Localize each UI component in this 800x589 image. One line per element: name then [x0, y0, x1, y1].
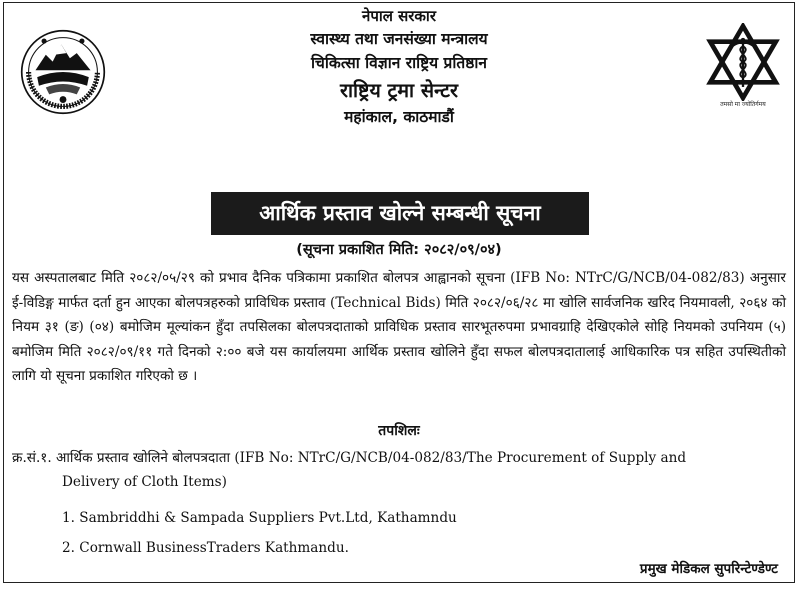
details-heading: तपशिलः	[378, 423, 420, 439]
academy-name: चिकित्सा विज्ञान राष्ट्रिय प्रतिष्ठान	[311, 54, 487, 73]
publication-date: (सूचना प्रकाशित मिति: २०८२/०९/०४)	[296, 242, 502, 258]
supplier-item: 2. Cornwall BusinessTraders Kathmandu.	[62, 540, 349, 556]
ministry-name: स्वास्थ्य तथा जनसंख्या मन्त्रालय	[310, 30, 488, 49]
supplier-item: 1. Sambriddhi & Sampada Suppliers Pvt.Ltd, Kathamndu	[62, 510, 457, 526]
signatory: प्रमुख मेडिकल सुपरिन्टेण्डेण्ट	[639, 561, 778, 577]
center-name: राष्ट्रिय ट्रमा सेन्टर	[339, 79, 458, 103]
notice-body: यस अस्पतालबाट मिति २०८२/०५/२९ को प्रभाव दैनिक पत्रिकामा प्रकाशित बोलपत्र आह्वानको सूचना (IFB No: NTrC/G/NCB/04-082/83) अनुसार ई-विडिङ्ग मार्फत दर्ता हुन आएका बोलपत्रहरुको प्राविधिक प्रस्ताव (Technical Bids) मिति २०८२/०६/२८ मा खोलि सार्वजनिक खरिद नियमावली, २०६४ को नियम ३१ (ङ) (०४) बमोजिम मूल्यांकन हुँदा तपसिलका बोलपत्रदाताको प्राविधिक प्रस्ताव सारभूतरुपमा प्रभावग्राहि देखिएकोले सोहि नियमको उपनियम (५) बमोजिम मिति २०८२/०९/११ गते दिनको २:०० बजे यस कार्यालयमा आर्थिक प्रस्ताव खोलिने हुँदा सफल बोलपत्रदातालाई आधिकारिक पत्र सहित उपस्थितीको लागि यो सूचना प्रकाशित गरिएको छ ।	[12, 270, 786, 385]
government-name: नेपाल सरकार	[362, 7, 436, 25]
detail-item	[12, 446, 784, 470]
emblem-caption: तमसो मा ज्योतिर्गमय	[720, 101, 766, 108]
item-text-continued: Delivery of Cloth Items)	[62, 474, 227, 490]
item-serial: क्र.सं.१.	[12, 450, 52, 466]
address: महांकाल, काठमाडौं	[344, 107, 454, 126]
letterhead	[4, 7, 794, 127]
notice-title: आर्थिक प्रस्ताव खोल्ने सम्बन्धी सूचना	[211, 192, 589, 235]
notice-page	[3, 2, 795, 583]
item-text: आर्थिक प्रस्ताव खोलिने बोलपत्रदाता (IFB No: NTrC/G/NCB/04-082/83/The Procurement of Supply and	[56, 450, 687, 466]
